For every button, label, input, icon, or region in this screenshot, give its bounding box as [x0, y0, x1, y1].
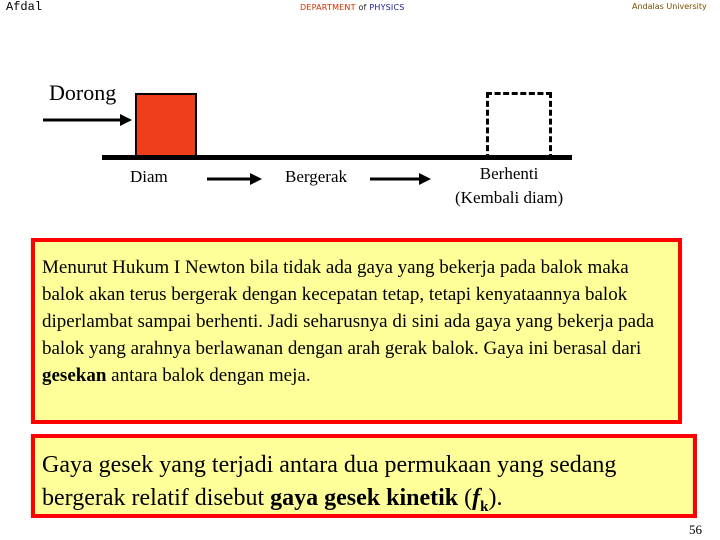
paren-open: ( — [458, 485, 473, 511]
kinetic-friction-term: gaya gesek kinetik — [270, 485, 459, 511]
department-word: DEPARTMENT — [300, 3, 356, 12]
stage-moving-label: Bergerak — [285, 167, 347, 186]
page-number: 56 — [689, 522, 702, 537]
friction-term: gesekan — [42, 365, 107, 386]
author-name: Afdal — [6, 0, 43, 14]
friction-symbol: f — [472, 485, 481, 511]
stage-stop-line2: (Kembali diam) — [455, 188, 564, 207]
university-name: Andalas University — [632, 2, 707, 11]
friction-subscript: k — [480, 498, 489, 515]
push-label: Dorong — [49, 80, 117, 105]
stage-stop-label — [455, 162, 563, 210]
of-word: of — [358, 3, 367, 12]
paren-close: ). — [488, 485, 503, 511]
arrow-rest-to-moving-icon — [207, 173, 262, 185]
stage-stop-line1: Berhenti — [479, 164, 539, 183]
physics-word: PHYSICS — [369, 3, 405, 12]
definition-text: Gaya gesek yang terjadi antara dua permukaan yang sedang bergerak relatif disebut — [42, 452, 617, 511]
table-surface — [102, 155, 572, 160]
explanation-text: Menurut Hukum I Newton bila tidak ada gaya yang bekerja pada balok maka balok akan terus bergerak dengan kecepatan tetap, tetapi kenyataannya balok diperlambat sampai berhenti. Jadi seharusnya di sini ada gaya yang bekerja pada balok yang arahnya berlawanan dengan arah gerak balok. Gaya ini berasal dari — [42, 257, 654, 359]
push-arrow-icon — [43, 114, 132, 126]
explanation-text-end: antara balok dengan meja. — [106, 365, 311, 386]
block-stopped-outline — [486, 92, 552, 160]
kinetic-friction-definition-box — [31, 434, 697, 518]
stage-rest-label: Diam — [130, 167, 168, 186]
arrow-moving-to-stop-icon — [370, 173, 431, 185]
block-at-rest — [135, 93, 197, 157]
newton-explanation-box — [31, 238, 682, 424]
